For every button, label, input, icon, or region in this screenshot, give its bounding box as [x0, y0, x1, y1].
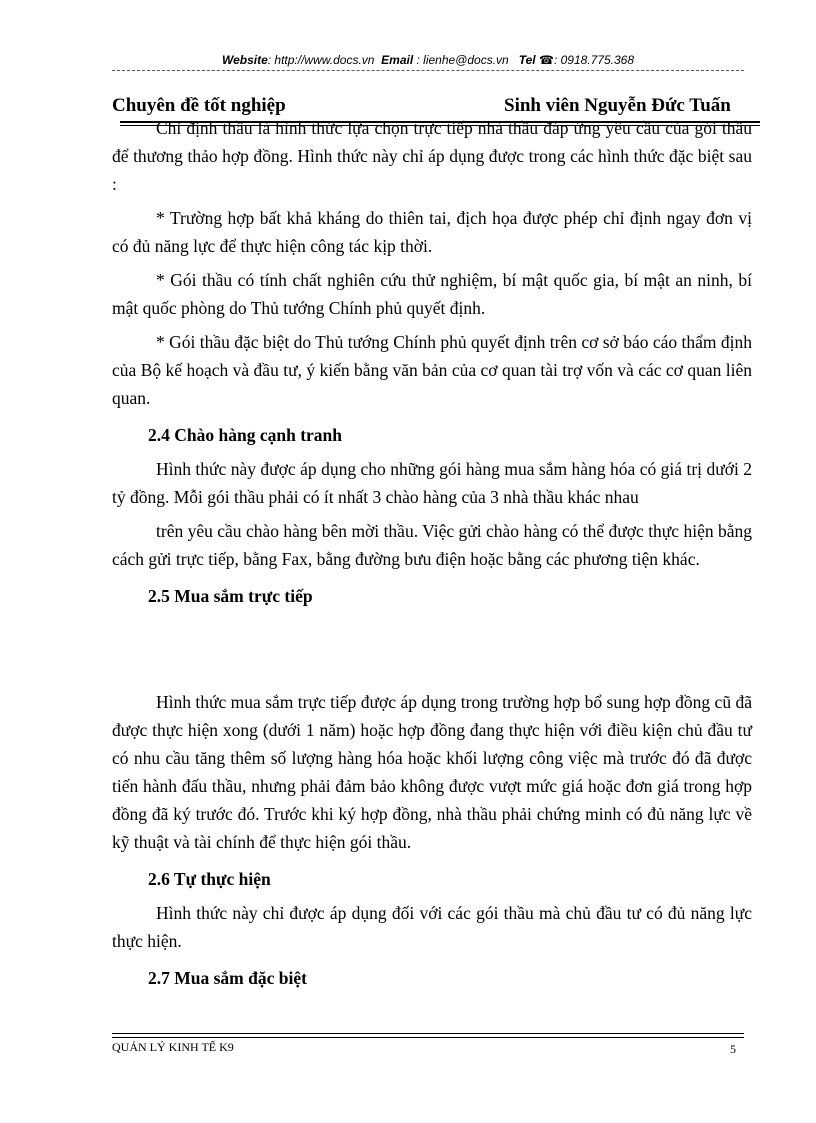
section-heading-2-6: 2.6 Tự thực hiện — [148, 869, 271, 889]
footer-page-number: 5 — [730, 1042, 736, 1056]
section-heading-2-5: 2.5 Mua sắm trực tiếp — [148, 586, 313, 606]
document-body — [112, 114, 752, 992]
tel-label: Tel — [518, 53, 536, 67]
phone-icon: ☎ — [539, 53, 554, 67]
footer-course-label: QUẢN LÝ KINH TẾ K9 — [112, 1040, 234, 1054]
website-contact-bar — [112, 52, 744, 68]
email-label: Email — [381, 53, 414, 67]
website-label: Website — [221, 53, 268, 67]
section-heading-2-7: 2.7 Mua sắm đặc biệt — [148, 968, 307, 988]
paragraph-mua-sam-truc-tiep: Hình thức mua sắm trực tiếp được áp dụng trong trường hợp bổ sung hợp đồng cũ đã được thực hiện xong (dưới 1 năm) hoặc hợp đồng đang thực hiện với điều kiện chủ đầu tư có nhu cầu tăng thêm số lượng hàng hóa hoặc khối lượng công việc mà trước đó đã được tiến hành đấu thầu, nhưng phải đảm bảo không được vượt mức giá hoặc đơn giá trong hợp đồng đã ký trước đó. Trước khi ký hợp đồng, nhà thầu phải chứng minh có đủ năng lực về kỹ thuật và tài chính để thực hiện gói thầu. — [112, 692, 752, 852]
paragraph-bat-kha-khang: * Trường hợp bất khả kháng do thiên tai, địch họa được phép chỉ định ngay đơn vị có đủ năng lực để thực hiện công tác kịp thời. — [112, 208, 752, 256]
top-dashed-divider — [112, 70, 744, 71]
website-url: : http://www.docs.vn — [267, 53, 375, 67]
footer-rule — [112, 1033, 744, 1038]
paragraph-goi-thau-dac-biet: * Gói thầu đặc biệt do Thủ tướng Chính phủ quyết định trên cơ sở báo cáo thẩm định của Bộ kế hoạch và đầu tư, ý kiến bằng văn bản của cơ quan tài trợ vốn và các cơ quan liên quan. — [112, 332, 752, 408]
paragraph-chao-hang-1: Hình thức này được áp dụng cho những gói hàng mua sắm hàng hóa có giá trị dưới 2 tỷ đồng. Mỗi gói thầu phải có ít nhất 3 chào hàng của 3 nhà thầu khác nhau — [112, 459, 752, 507]
paragraph-nghien-cuu: * Gói thầu có tính chất nghiên cứu thử nghiệm, bí mật quốc gia, bí mật an ninh, bí mật quốc phòng do Thủ tướng Chính phủ quyết định. — [112, 270, 752, 318]
email-address: : lienhe@docs.vn — [413, 53, 509, 67]
header-rule — [120, 121, 760, 126]
header-left-title: Chuyên đề tốt nghiệp — [112, 95, 286, 116]
phone-number: : 0918.775.368 — [553, 53, 635, 67]
paragraph-chi-dinh-thau: Chỉ định thầu là hình thức lựa chọn trực tiếp nhà thầu đáp ứng yêu cầu của gói thầu để thương thảo hợp đồng. Hình thức này chỉ áp dụng được trong các hình thức đặc biệt sau : — [112, 118, 752, 194]
paragraph-tu-thuc-hien: Hình thức này chỉ được áp dụng đối với các gói thầu mà chủ đầu tư có đủ năng lực thực hiện. — [112, 903, 752, 951]
header-author: Sinh viên Nguyễn Đức Tuấn — [504, 95, 731, 116]
section-heading-2-4: 2.4 Chào hàng cạnh tranh — [148, 425, 343, 445]
paragraph-chao-hang-2: trên yêu cầu chào hàng bên mời thầu. Việc gửi chào hàng có thể được thực hiện bằng cách gửi trực tiếp, bằng Fax, bằng đường bưu điện hoặc bằng các phương tiện khác. — [112, 521, 752, 569]
